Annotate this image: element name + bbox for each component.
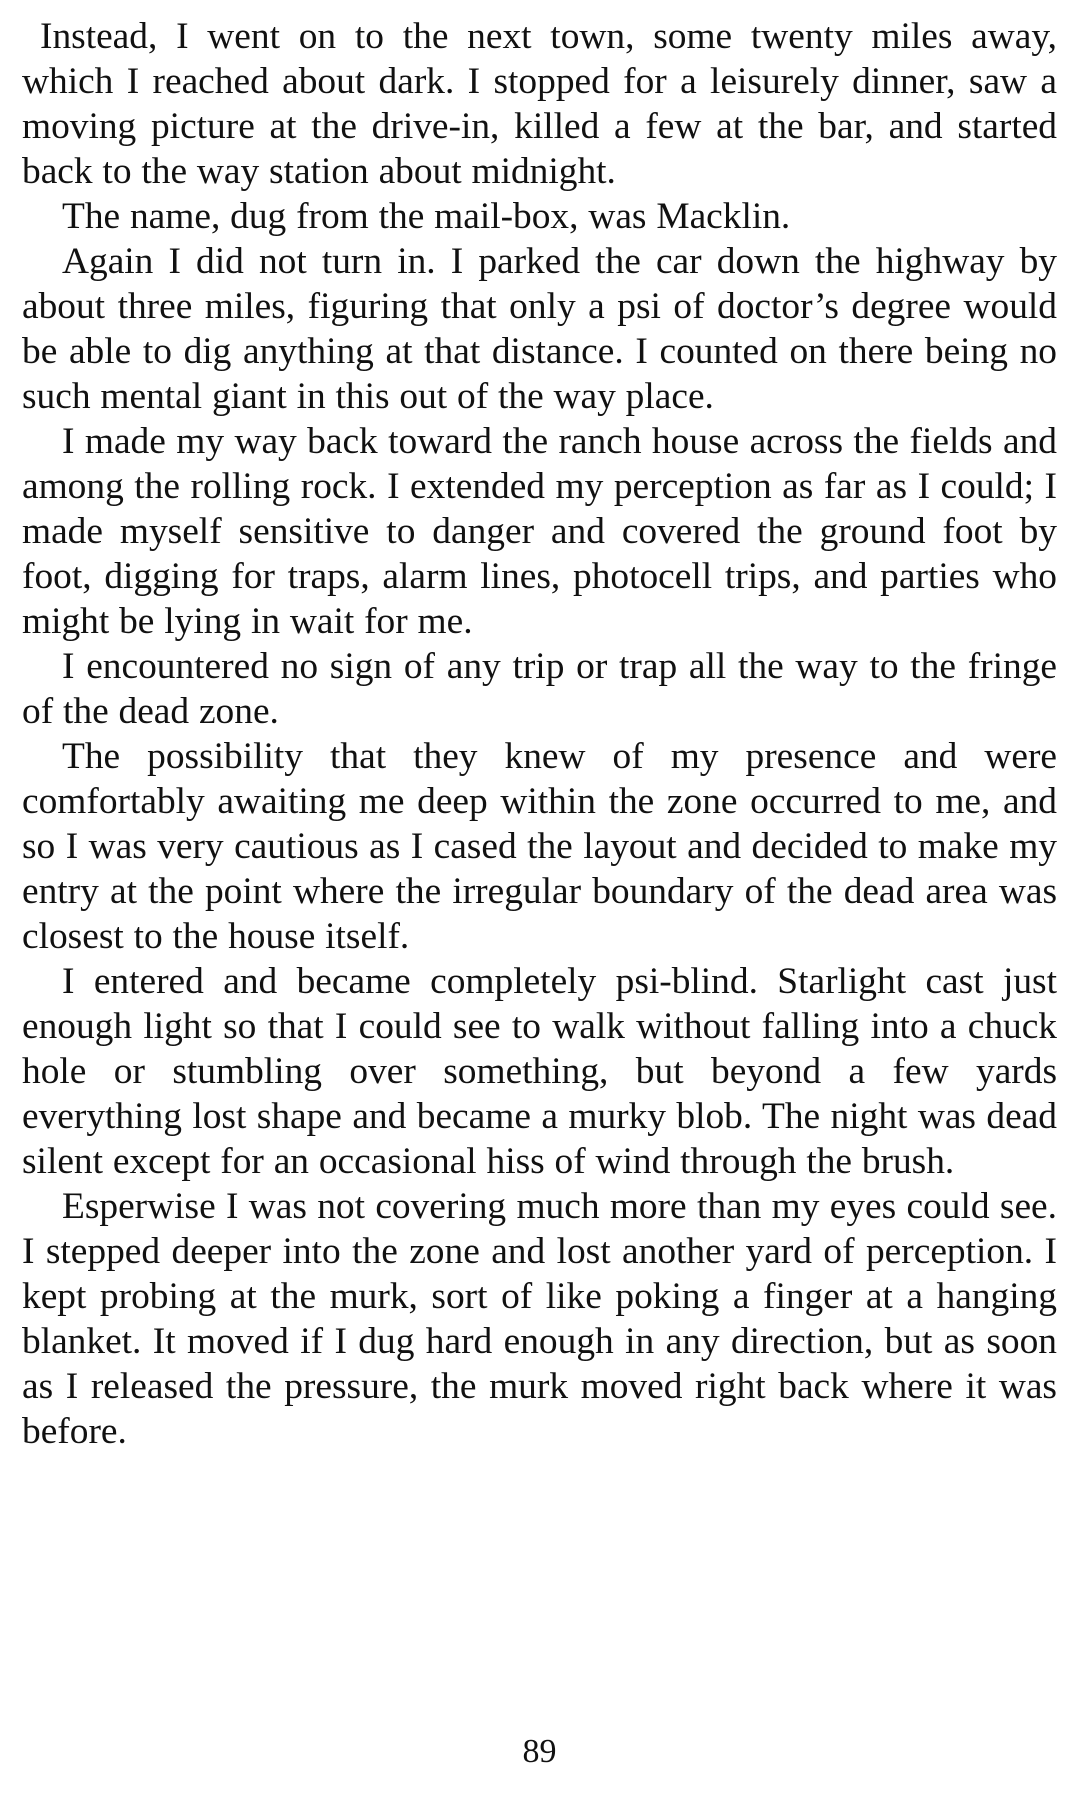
body-text	[22, 14, 1057, 1454]
paragraph: Instead, I went on to the next town, some twenty miles away, which I reached about dark. I stopped for a leisurely dinner, saw a moving picture at the drive-in, killed a few at the bar, and started back to the way station about midnight.	[22, 16, 1057, 192]
paragraph: I made my way back toward the ranch house across the fields and among the rolling rock. I extended my perception as far as I could; I made myself sensitive to danger and covered the ground foot by foot, digging for traps, alarm lines, photocell trips, and parties who might be lying in wait for me.	[22, 421, 1057, 642]
paragraph: Esperwise I was not covering much more than my eyes could see. I stepped deeper into the zone and lost another yard of perception. I kept probing at the murk, sort of like poking a finger at a hanging blanket. It moved if I dug hard enough in any direction, but as soon as I released the pressure, the murk moved right back where it was before.	[22, 1186, 1057, 1452]
paragraph: Again I did not turn in. I parked the car down the highway by about three miles, figuring that only a psi of doctor’s degree would be able to dig anything at that distance. I counted on there being no such mental giant in this out of the way place.	[22, 241, 1057, 417]
paragraph: The possibility that they knew of my presence and were comfortably awaiting me deep within the zone occurred to me, and so I was very cautious as I cased the layout and decided to make my entry at the point where the irregular boundary of the dead area was closest to the house itself.	[22, 736, 1057, 957]
page-number: 89	[522, 1733, 557, 1770]
paragraph: The name, dug from the mail-box, was Macklin.	[62, 196, 791, 237]
paragraph: I encountered no sign of any trip or trap all the way to the fringe of the dead zone.	[22, 646, 1057, 732]
paragraph: I entered and became completely psi-blind. Starlight cast just enough light so that I could see to walk without falling into a chuck hole or stumbling over something, but beyond a few yards everything lost shape and became a murky blob. The night was dead silent except for an occasional hiss of wind through the brush.	[22, 961, 1057, 1182]
book-page	[22, 14, 1057, 1785]
